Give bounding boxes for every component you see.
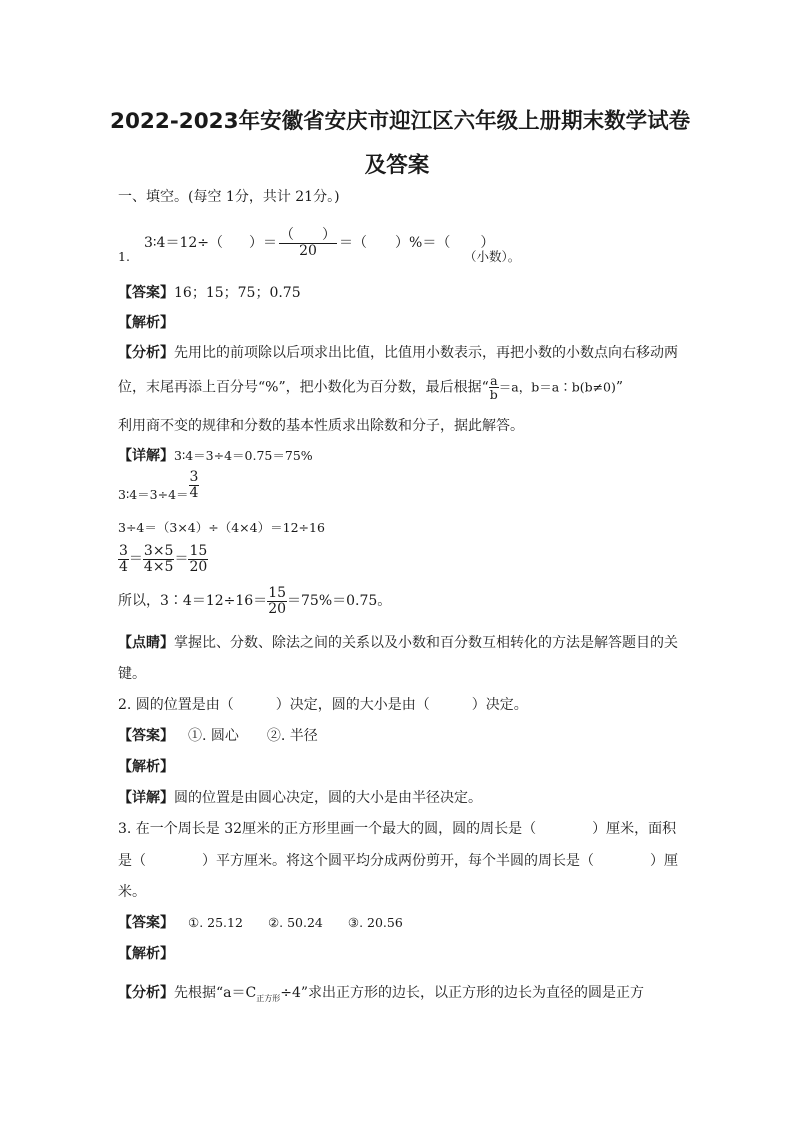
q1-point-text-1: 掌握比、分数、除法之间的关系以及小数和百分数互相转化的方法是解答题目的关	[174, 635, 678, 651]
d4-equals-2: ＝	[174, 551, 189, 568]
detail-label: 【详解】	[118, 790, 174, 806]
formula-numerator: a	[490, 373, 498, 388]
q3-analysis-text-b: ÷4”求出正方形的边长，以正方形的边长为直径的圆是正方	[280, 985, 645, 1001]
q1-blank-fraction	[279, 228, 337, 258]
q1-analysis-line-1	[118, 343, 678, 363]
q1-detail-text-1: 3∶4＝3÷4＝0.75＝75%	[174, 448, 313, 463]
q1-analysis-line-2	[118, 374, 623, 401]
q3-analysis-subscript: 正方形	[256, 993, 281, 1003]
d4-fraction-3	[188, 544, 208, 574]
point-label: 【点睛】	[118, 635, 174, 651]
q1-point-line-2: 键。	[118, 666, 146, 682]
q1-decimal-note: （小数）。	[464, 249, 521, 264]
section-heading-fill-in: 一、填空。(每空 1分，共计 21分。)	[118, 189, 340, 205]
q1-jiexi-label: 【解析】	[118, 315, 174, 331]
d4-fraction-2	[143, 544, 175, 574]
q1-answer-text: 16；15；75；0.75	[174, 285, 301, 301]
q1-detail-line-3: 3÷4＝（3×4）÷（4×4）＝12÷16	[118, 520, 325, 535]
d4-equals-1: ＝	[128, 551, 143, 568]
answer-label: 【答案】	[118, 915, 174, 931]
q3-analysis-line-1	[118, 983, 644, 1009]
answer-label: 【答案】	[118, 728, 174, 744]
question-3-line-2: 是（ ）平方厘米。将这个圆平均分成两份剪开，每个半圆的周长是（ ）厘	[118, 853, 678, 869]
question-3-line-1: 3. 在一个周长是 32厘米的正方形里画一个最大的圆，圆的周长是（ ）厘米，面积	[118, 821, 677, 837]
q1-detail-fraction	[189, 470, 200, 500]
q1-detail-text-5b: ＝75%＝0.75。	[287, 593, 392, 610]
d4-fraction-3-num: 15	[189, 543, 208, 559]
question-3-line-3: 米。	[118, 884, 146, 900]
q1-analysis-text-2a: 位，末尾再添上百分号“%”，把小数化为百分数，最后根据“	[118, 379, 489, 396]
d4-fraction-1-den: 4	[119, 558, 128, 575]
q2-detail	[118, 788, 482, 808]
q1-fraction-denominator: 20	[299, 242, 317, 259]
analysis-label: 【分析】	[118, 985, 174, 1001]
d4-fraction-1-num: 3	[119, 543, 128, 559]
q1-part-3: ＝（	[339, 235, 368, 252]
q1-detail-fraction-num: 3	[189, 469, 199, 485]
document-title-line-1: 2022-2023年安徽省安庆市迎江区六年级上册期末数学试卷	[110, 109, 691, 134]
q1-analysis-text-2b: ”	[615, 379, 624, 396]
formula-denominator: b	[489, 387, 498, 403]
q1-detail-fraction-den: 4	[189, 484, 199, 501]
q1-part-5: ）	[480, 235, 495, 252]
q3-jiexi-label: 【解析】	[118, 946, 174, 962]
question-1-equation	[144, 228, 494, 258]
formula-fraction	[489, 374, 499, 401]
q1-analysis-text-1: 先用比的前项除以后项求出比值，比值用小数表示，再把小数的小数点向右移动两	[174, 345, 678, 361]
d4-fraction-1	[118, 544, 129, 574]
q2-answer	[118, 726, 318, 746]
q1-detail-text-5a: 所以，3∶4＝12÷16＝	[118, 593, 268, 610]
q1-analysis-line-3: 利用商不变的规律和分数的基本性质求出除数和分子，据此解答。	[118, 418, 524, 434]
analysis-label: 【分析】	[118, 345, 174, 361]
q1-detail-line-2	[118, 470, 199, 500]
answer-label: 【答案】	[118, 285, 174, 301]
q2-jiexi-label: 【解析】	[118, 759, 174, 775]
q1-detail-line-5	[118, 586, 391, 616]
d4-fraction-3-den: 20	[189, 558, 208, 575]
q1-fraction-numerator: （ ）	[280, 227, 337, 243]
d5-fraction-den: 20	[268, 600, 287, 617]
d5-fraction-num: 15	[268, 585, 287, 601]
q1-detail-line-4	[118, 544, 208, 574]
q1-detail-line-1	[118, 446, 313, 466]
q1-part-2: ）＝	[249, 235, 278, 252]
d4-fraction-2-num: 3×5	[143, 543, 174, 559]
q1-detail-text-2: 3∶4＝3÷4＝	[118, 486, 189, 502]
document-title-line-2: 及答案	[364, 153, 430, 178]
q2-answer-text: ①. 圆心 ②. 半径	[188, 728, 318, 744]
q3-answer	[118, 913, 403, 933]
q1-part-4: ）%＝（	[395, 235, 451, 252]
d5-fraction	[267, 586, 287, 616]
q3-answer-text: ①. 25.12 ②. 50.24 ③. 20.56	[188, 915, 403, 930]
question-2-text: 2. 圆的位置是由（ ）决定，圆的大小是由（ ）决定。	[118, 697, 528, 713]
detail-label: 【详解】	[118, 448, 174, 464]
q2-detail-text: 圆的位置是由圆心决定，圆的大小是由半径决定。	[174, 790, 482, 806]
q3-analysis-text-a: 先根据“a＝C	[174, 985, 257, 1001]
q1-part-1: 3∶4＝12÷（	[144, 235, 224, 252]
question-1-number: 1.	[118, 249, 130, 264]
q1-point-line-1	[118, 633, 678, 653]
d4-fraction-2-den: 4×5	[143, 558, 174, 575]
formula-rest: ＝a，b＝a∶b(b≠0)	[498, 379, 616, 395]
q1-answer	[118, 283, 301, 303]
